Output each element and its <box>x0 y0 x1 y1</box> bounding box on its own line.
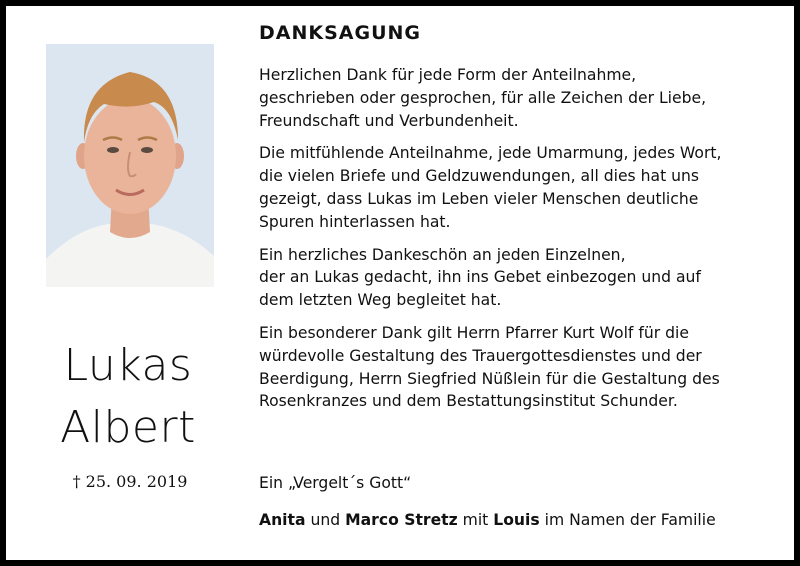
paragraph-2: Die mitfühlende Anteilnahme, jede Umarmung, jedes Wort, die vielen Briefe und Geldzuwendungen, all dies hat uns gezeigt, dass Lukas im Leben vieler Menschen deutliche Spuren hinterlassen hat. <box>259 144 722 231</box>
thanks-text-column <box>259 22 774 423</box>
signature-family: im Namen der Familie <box>539 511 716 529</box>
signature-mit: mit <box>457 511 494 529</box>
death-date: † 25. 09. 2019 <box>72 472 188 491</box>
page-title: DANKSAGUNG <box>259 22 422 44</box>
paragraph-4: Ein besonderer Dank gilt Herrn Pfarrer Kurt Wolf für die würdevolle Gestaltung des Trauergottesdienstes und der Beerdigung, Herrn Siegfried Nüßlein für die Gestaltung des Rosenkranzes und dem Bestattungsinstitut Schunder. <box>259 323 720 411</box>
signature-line <box>259 511 716 529</box>
signature-und: und <box>305 511 346 529</box>
deceased-first-name: Lukas <box>63 340 193 391</box>
paragraph-3: Ein herzliches Dankeschön an jeden Einzelnen, der an Lukas gedacht, ihn ins Gebet einbezogen und auf dem letzten Weg begleitet hat. <box>259 245 701 310</box>
closing-line: Ein „Vergelt´s Gott“ <box>259 474 412 492</box>
portrait-illustration <box>46 44 214 287</box>
signature-name-anita: Anita <box>259 511 306 529</box>
signature-name-louis: Louis <box>493 511 540 529</box>
obituary-card <box>6 6 794 560</box>
deceased-last-name: Albert <box>60 402 196 453</box>
portrait-photo <box>46 44 214 287</box>
paragraph-1: Herzlichen Dank für jede Form der Anteilnahme, geschrieben oder gesprochen, für alle Zeichen der Liebe, Freundschaft und Verbundenheit. <box>259 66 707 130</box>
signature-name-marco: Marco Stretz <box>345 511 458 529</box>
